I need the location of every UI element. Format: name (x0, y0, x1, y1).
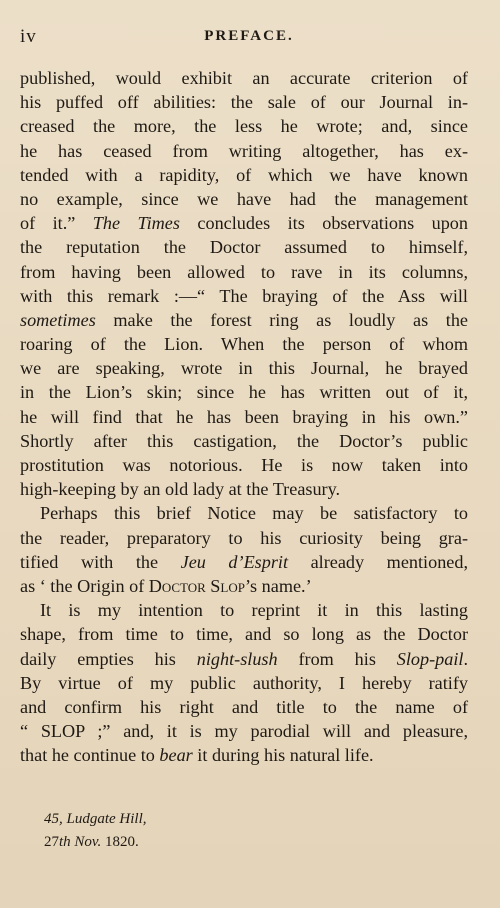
running-head (20, 26, 478, 48)
text-line: no example, since we have had the management (20, 188, 468, 209)
italic-newspaper-title: The Times (92, 213, 180, 234)
text-line: roaring of the Lion. When the person of whom (20, 334, 468, 355)
text-line: By virtue of my public authority, I hereby ratify (20, 672, 468, 693)
text-line: sometimes make the forest ring as loudly as the (20, 309, 468, 330)
text-line: he will find that he has been braying in his own.” (20, 406, 468, 427)
text-line: from having been allowed to rave in its columns, (20, 261, 468, 282)
paragraph-end-line: that he continue to bear it during his natural life. (20, 745, 374, 766)
italic-emphasis: night-slush (196, 648, 278, 669)
text-line: the reputation the Doctor assumed to himself, (20, 237, 468, 258)
signature-block (44, 808, 147, 854)
text-line: the reader, preparatory to his curiosity being gra- (20, 527, 468, 548)
paragraph-end-line: high-keeping by an old lady at the Treasury. (20, 479, 341, 500)
italic-emphasis: sometimes (20, 309, 96, 330)
text-line: Shortly after this castigation, the Doctor’s public (20, 430, 468, 451)
page-header-title: PREFACE. (204, 28, 294, 44)
italic-jeu-d-esprit: Jeu d’Esprit (180, 551, 289, 572)
text-line: published, would exhibit an accurate criterion of (20, 68, 468, 88)
paragraph-end-line: as ‘ the Origin of Doctor Slop’s name.’ (20, 575, 312, 596)
preface-body (20, 66, 468, 767)
text-line: and confirm his right and title to the name of (20, 696, 468, 717)
text-line: his puffed off abilities: the sale of our Journal in- (20, 92, 468, 113)
text-line: tified with the Jeu d’Esprit already mentioned, (20, 551, 469, 572)
text-line: “ SLOP ;” and, it is my parodial will and pleasure, (20, 721, 468, 742)
text-line: daily empties his night-slush from his Slop-pail. (20, 648, 468, 669)
text-line: creased the more, the less he wrote; and, since (20, 116, 468, 137)
signature-address: 45, Ludgate Hill, (44, 811, 147, 827)
text-line: prostitution was notorious. He is now taken into (20, 455, 468, 475)
text-line: in the Lion’s skin; since he has written out of it, (20, 382, 468, 403)
paragraph-start-line: It is my intention to reprint it in this lasting (40, 600, 468, 621)
paragraph-start-line: Perhaps this brief Notice may be satisfactory to (40, 503, 468, 524)
signature-date: 27th Nov. 1820. (44, 834, 139, 850)
text-line: we are speaking, wrote in this Journal, he brayed (20, 358, 468, 379)
text-line: of it.” The Times concludes its observations upon (20, 213, 468, 234)
small-caps-name: Doctor Slop (148, 575, 245, 596)
page-number: iv (20, 26, 37, 47)
text-line: tended with a rapidity, of which we have known (20, 164, 468, 185)
text-line: shape, from time to time, and so long as the Doctor (20, 624, 468, 645)
italic-emphasis: Slop-pail (396, 648, 464, 669)
text-line: with this remark :—“ The braying of the Ass will (20, 285, 468, 306)
text-line: he has ceased from writing altogether, has ex- (20, 140, 468, 161)
italic-emphasis: bear (159, 745, 193, 766)
